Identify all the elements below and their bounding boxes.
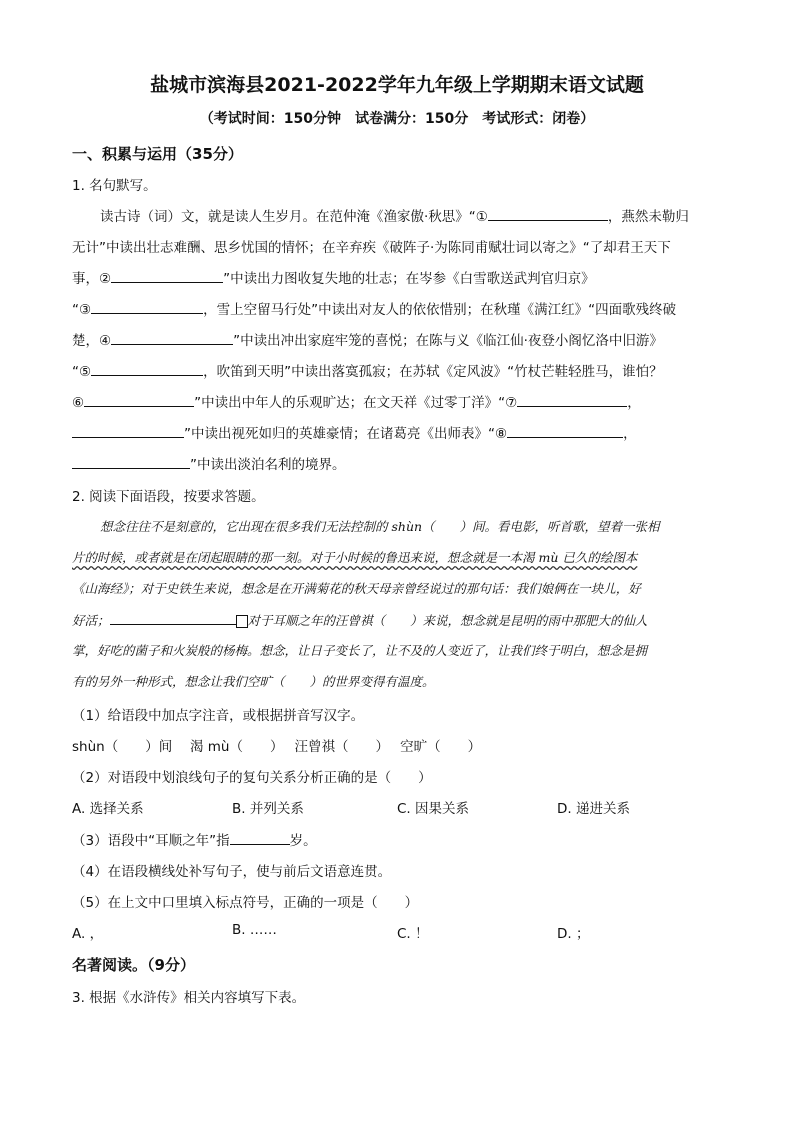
answer-blank[interactable] xyxy=(488,206,608,221)
answer-blank[interactable] xyxy=(91,299,203,314)
q1-text: “③ xyxy=(72,302,92,318)
question-2-label: 2. 阅读下面语段，按要求答题。 xyxy=(72,489,265,505)
passage-line-2 xyxy=(72,548,637,566)
q1-text: 楚，④ xyxy=(72,333,112,349)
passage-text: 想念往往不是刻意的，它出现在很多我们无法控制的 shùn（ ）间。看电影，听首歌，望着一张相 xyxy=(100,519,660,534)
wavy-underlined-sentence: 片的时候，或者就是在闭起眼睛的那一刻。对于小时候的鲁迅来说，想念就是一本渴 mù 已久的绘图本 xyxy=(72,550,638,565)
q1-text: ”中读出淡泊名利的境界。 xyxy=(190,457,346,473)
passage-text: 对于耳顺之年的汪曾祺（ ）来说，想念就是昆明的雨中那肥大的仙人 xyxy=(247,613,648,628)
sub-question-4: （4）在语段横线处补写句子，使与前后文语意连贯。 xyxy=(72,864,392,880)
answer-blank[interactable] xyxy=(230,830,290,845)
q1-text: 事，② xyxy=(72,271,112,287)
q1-line-8 xyxy=(72,422,637,442)
question-1-label: 1. 名句默写。 xyxy=(72,178,157,194)
q1-text: ⑥ xyxy=(72,395,85,411)
punctuation-box[interactable] xyxy=(236,615,248,628)
answer-blank[interactable] xyxy=(91,361,203,376)
option-a[interactable]: A. 选择关系 xyxy=(72,801,144,817)
q1-text: ，燕然未勒归 xyxy=(607,209,689,225)
sub-question-1: （1）给语段中加点字注音，或根据拼音写汉字。 xyxy=(72,708,365,724)
q1-line-1 xyxy=(100,205,689,225)
option-b[interactable]: B. 并列关系 xyxy=(232,801,304,817)
exam-info: （考试时间：150分钟 试卷满分：150分 考试形式：闭卷） xyxy=(199,111,595,127)
answer-blank[interactable] xyxy=(110,610,236,625)
option-d[interactable]: D. ； xyxy=(557,926,590,942)
option-c[interactable]: C. 因果关系 xyxy=(397,801,470,817)
q1-line-7 xyxy=(72,391,641,411)
option-d[interactable]: D. 递进关系 xyxy=(557,801,630,817)
q1-text: 读古诗（词）文，就是读人生岁月。在范仲淹《渔家傲·秋思》“① xyxy=(100,209,488,225)
answer-blank[interactable] xyxy=(84,392,194,407)
q-text: 岁。 xyxy=(289,833,317,849)
answer-blank[interactable] xyxy=(72,423,184,438)
sub-question-1-items: shùn（ ）间 渴 mù（ ） 汪曾祺（ ） 空旷（ ） xyxy=(72,739,482,755)
q1-line-4 xyxy=(72,298,676,318)
sub-question-3 xyxy=(72,829,317,849)
q1-text: “⑤ xyxy=(72,364,92,380)
answer-blank[interactable] xyxy=(72,454,190,469)
q1-text: ，吹笛到天明”中读出落寞孤寂；在苏轼《定风波》“竹杖芒鞋轻胜马，谁怕？ xyxy=(203,364,663,380)
q1-text: ”中读出视死如归的英雄豪情；在诸葛亮《出师表》“⑧ xyxy=(184,426,508,442)
q1-line-3 xyxy=(72,267,595,287)
q1-text: ，雪上空留马行处”中读出对友人的依依惜别；在秋瑾《满江红》“四面歌残终破 xyxy=(203,302,677,318)
passage-line-6: 有的另外一种形式，想念让我们空旷（ ）的世界变得有温度。 xyxy=(72,674,435,689)
passage-line-4 xyxy=(72,610,648,629)
sub-question-2: （2）对语段中划浪线句子的复句关系分析正确的是（ ） xyxy=(72,770,432,786)
q1-line-6 xyxy=(72,360,663,380)
section-heading-2: 名著阅读。（9分） xyxy=(72,956,195,974)
answer-blank[interactable] xyxy=(507,423,623,438)
q1-text: ， xyxy=(627,395,641,411)
q1-text: ”中读出冲出家庭牢笼的喜悦；在陈与义《临江仙·夜登小阁忆洛中旧游》 xyxy=(233,333,663,349)
option-b[interactable]: B. …… xyxy=(232,922,277,938)
question-3-label: 3. 根据《水浒传》相关内容填写下表。 xyxy=(72,990,306,1006)
q1-text: ， xyxy=(623,426,637,442)
sub-question-5: （5）在上文中口里填入标点符号，正确的一项是（ ） xyxy=(72,895,419,911)
option-a[interactable]: A. ， xyxy=(72,926,104,942)
passage-line-5: 掌，好吃的菌子和火炭般的杨梅。想念，让日子变长了，让不及的人变近了，让我们终于明白，想念是拥 xyxy=(72,643,648,658)
q1-line-2: 无计”中读出壮志难酬、思乡忧国的情怀；在辛弃疾《破阵子·为陈同甫赋壮词以寄之》“了却君王天下 xyxy=(72,240,671,256)
answer-blank[interactable] xyxy=(111,268,223,283)
q1-text: ”中读出中年人的乐观旷达；在文天祥《过零丁洋》“⑦ xyxy=(194,395,518,411)
q-text: （3）语段中“耳顺之年”指 xyxy=(72,833,230,849)
section-heading-1: 一、积累与运用（35分） xyxy=(72,145,243,163)
q1-text: ”中读出力图收复失地的壮志；在岑参《白雪歌送武判官归京》 xyxy=(223,271,595,287)
q1-line-5 xyxy=(72,329,663,349)
page-title: 盐城市滨海县2021-2022学年九年级上学期期末语文试题 xyxy=(150,74,644,96)
answer-blank[interactable] xyxy=(517,392,627,407)
passage-line-1 xyxy=(100,517,660,535)
answer-blank[interactable] xyxy=(111,330,233,345)
option-c[interactable]: C. ！ xyxy=(397,926,429,942)
passage-line-3: 《山海经》；对于史铁生来说，想念是在开满菊花的秋天母亲曾经说过的那句话：我们娘俩在一块儿，好 xyxy=(72,581,641,596)
passage-text: 好活； xyxy=(72,613,110,628)
q1-line-9 xyxy=(72,453,346,473)
